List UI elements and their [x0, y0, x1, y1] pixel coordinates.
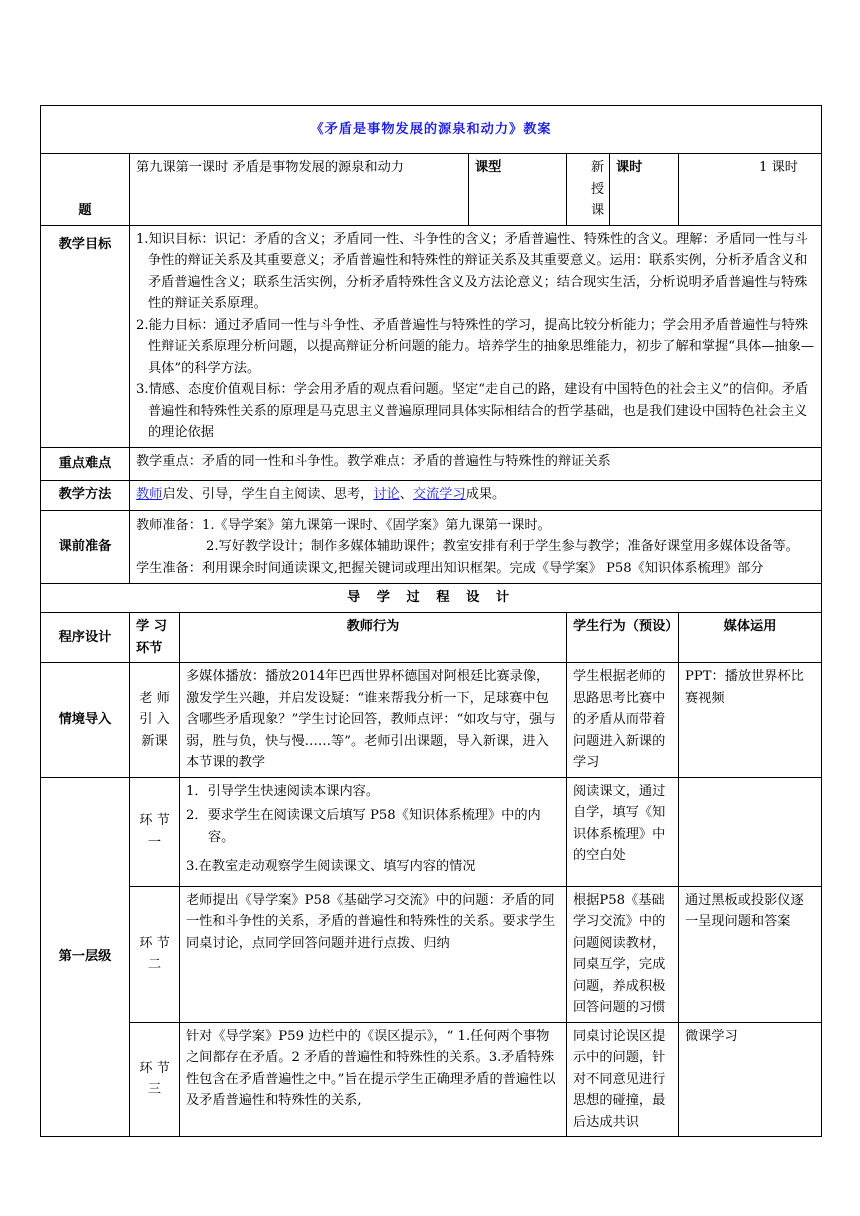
table-row	[41, 886, 822, 1022]
teacher-link[interactable]: 教师	[136, 486, 163, 502]
intro-student: 学生根据老师的思路思考比赛中的矛盾从而带着问题进入新课的学习	[567, 663, 679, 778]
level1-program: 第一层级	[41, 777, 130, 1137]
step2-media: 通过黑板或投影仪逐一呈现问题和答案	[679, 886, 822, 1022]
methods-text-2: 成果。	[465, 486, 506, 502]
step2-teacher: 老师提出《导学案》P58《基础学习交流》中的问题：矛盾的同一性和斗争性的关系，矛盾的普遍性和特殊性的关系。要求学生同桌讨论，点同学回答问题并进行点拨、归纳	[180, 886, 567, 1022]
key-points-value: 教学重点：矛盾的同一性和斗争性。教学难点：矛盾的普遍性与特殊性的辩证关系	[130, 447, 822, 480]
type-label: 课型	[469, 154, 567, 226]
methods-row	[41, 480, 822, 510]
objective-ability: 2.能力目标：通过矛盾同一性与斗争性、矛盾普遍性与特殊性的学习，提高比较分析能力；学会用矛盾普遍性与特殊性辩证关系原理分析问题，以提高辩证分析问题的能力。培养学生的抽象思维能力，初步了解和掌握“具体—抽象—具体”的科学方法。	[136, 317, 815, 376]
step1-student: 阅读课文，通过自学，填写《知识体系梳理》中的空白处	[567, 777, 679, 886]
step1-teacher	[180, 777, 567, 886]
preparation-content	[130, 510, 822, 584]
col-media: 媒体运用	[679, 613, 822, 663]
teacher-prep-item-1: 1.《导学案》第九课第一课时、《固学案》第九课第一课时。	[201, 517, 551, 533]
step3-stage: 环 节 三	[130, 1022, 180, 1137]
topic-value: 第九课第一课时 矛盾是事物发展的源泉和动力	[130, 154, 469, 226]
step3-media: 微课学习	[679, 1022, 822, 1137]
methods-text-1: 启发、引导，学生自主阅读、思考，	[162, 486, 374, 502]
intro-stage: 老 师 引 入 新课	[130, 663, 180, 778]
type-value: 新授课	[567, 154, 610, 226]
col-teacher: 教师行为	[180, 613, 567, 663]
table-row	[41, 1022, 822, 1137]
student-prep	[136, 558, 815, 580]
teacher-prep-item-2: 2.写好教学设计；制作多媒体辅助课件；教室安排有利于学生参与教学；准备好课堂用多媒体设备等。	[206, 539, 799, 554]
page-title: 《矛盾是事物发展的源泉和动力》教案	[41, 106, 822, 154]
table-row	[41, 777, 822, 886]
step3-student: 同桌讨论误区提示中的问题，针对不同意见进行思想的碰撞，最后达成共识	[567, 1022, 679, 1137]
col-stage: 学 习 环节	[130, 613, 180, 663]
methods-value	[130, 480, 822, 510]
teacher-prep-prefix: 教师准备：	[136, 517, 202, 533]
title-row	[41, 106, 822, 154]
methods-separator: 、	[399, 486, 413, 502]
step1-item-3: 3.在教室走动观察学生阅读课文、填写内容的情况	[186, 859, 476, 874]
objectives-label: 教学目标	[41, 225, 130, 447]
objective-attitude: 3.情感、态度价值观目标：学会用矛盾的观点看问题。坚定“走自己的路，建设有中国特色的社会主义”的信仰。矛盾普遍性和特殊性关系的原理是马克思主义普遍原理同具体实际相结合的哲学基础，也是我们建设中国特色社会主义的理论依据	[136, 382, 809, 440]
key-points-label: 重点难点	[41, 447, 130, 480]
column-header-row	[41, 613, 822, 663]
step1-item-2: 2．要求学生在阅读课文后填写 P58《知识体系梳理》中的内容。	[186, 808, 541, 845]
design-header-row	[41, 584, 822, 613]
preparation-label: 课前准备	[41, 510, 130, 584]
teacher-prep-1	[136, 515, 815, 537]
col-program: 程序设计	[41, 613, 130, 663]
topic-label: 题	[41, 154, 130, 226]
step2-stage: 环 节 二	[130, 886, 180, 1022]
exchange-link[interactable]: 交流学习	[412, 486, 466, 502]
methods-label: 教学方法	[41, 480, 130, 510]
student-prep-value: 利用课余时间通读课文,把握关键词或理出知识框架。完成《导学案》 P58《知识体系梳理》部分	[201, 560, 764, 576]
preparation-row	[41, 510, 822, 584]
objectives-content	[130, 225, 822, 447]
hours-value: 1 课时	[679, 154, 822, 226]
table-row	[41, 663, 822, 778]
step1-stage: 环 节 一	[130, 777, 180, 886]
step2-student: 根据P58《基础学习交流》中的问题阅读教材，同桌互学，完成问题，养成积极回答问题的习惯	[567, 886, 679, 1022]
intro-media: PPT：播放世界杯比赛视频	[679, 663, 822, 778]
objective-knowledge: 1.知识目标：识记：矛盾的含义；矛盾同一性、斗争性的含义；矛盾普遍性、特殊性的含义。理解：矛盾同一性与斗争性的辩证关系及其重要意义；矛盾普遍性和特殊性的辩证关系及其重要意义。运用：联系实例，分析矛盾含义和矛盾普遍性含义；联系生活实例，分析矛盾特殊性含义及方法论意义；结合现实生活，分析说明矛盾普遍性与特殊性的辩证关系原理。	[136, 231, 808, 311]
key-points-row	[41, 447, 822, 480]
objectives-row	[41, 225, 822, 447]
step1-media	[679, 777, 822, 886]
lesson-plan-table	[40, 105, 822, 1137]
student-prep-prefix: 学生准备：	[136, 560, 202, 576]
design-header: 导 学 过 程 设 计	[41, 584, 822, 613]
discussion-link[interactable]: 讨论	[373, 486, 400, 502]
hours-label: 课时	[610, 154, 679, 226]
step3-teacher: 针对《导学案》P59 边栏中的《误区提示》，“ 1.任何两个事物之间都存在矛盾。2 矛盾的普遍性和特殊性的关系。3.矛盾特殊性包含在矛盾普遍性之中。”旨在提示学生正确理矛盾的普遍性以及矛盾普遍性和特殊性的关系,	[180, 1022, 567, 1137]
topic-row	[41, 154, 822, 226]
col-student: 学生行为（预设）	[567, 613, 679, 663]
step1-item-1: 1．引导学生快速阅读本课内容。	[186, 783, 380, 799]
intro-program: 情境导入	[41, 663, 130, 778]
intro-teacher: 多媒体播放：播放2014年巴西世界杯德国对阿根廷比赛录像，激发学生兴趣，并启发设疑：“谁来帮我分析一下，足球赛中包含哪些矛盾现象？”学生讨论回答，教师点评：“如攻与守，强与弱，胜与负，快与慢……等”。老师引出课题，导入新课，进入本节课的教学	[180, 663, 567, 778]
